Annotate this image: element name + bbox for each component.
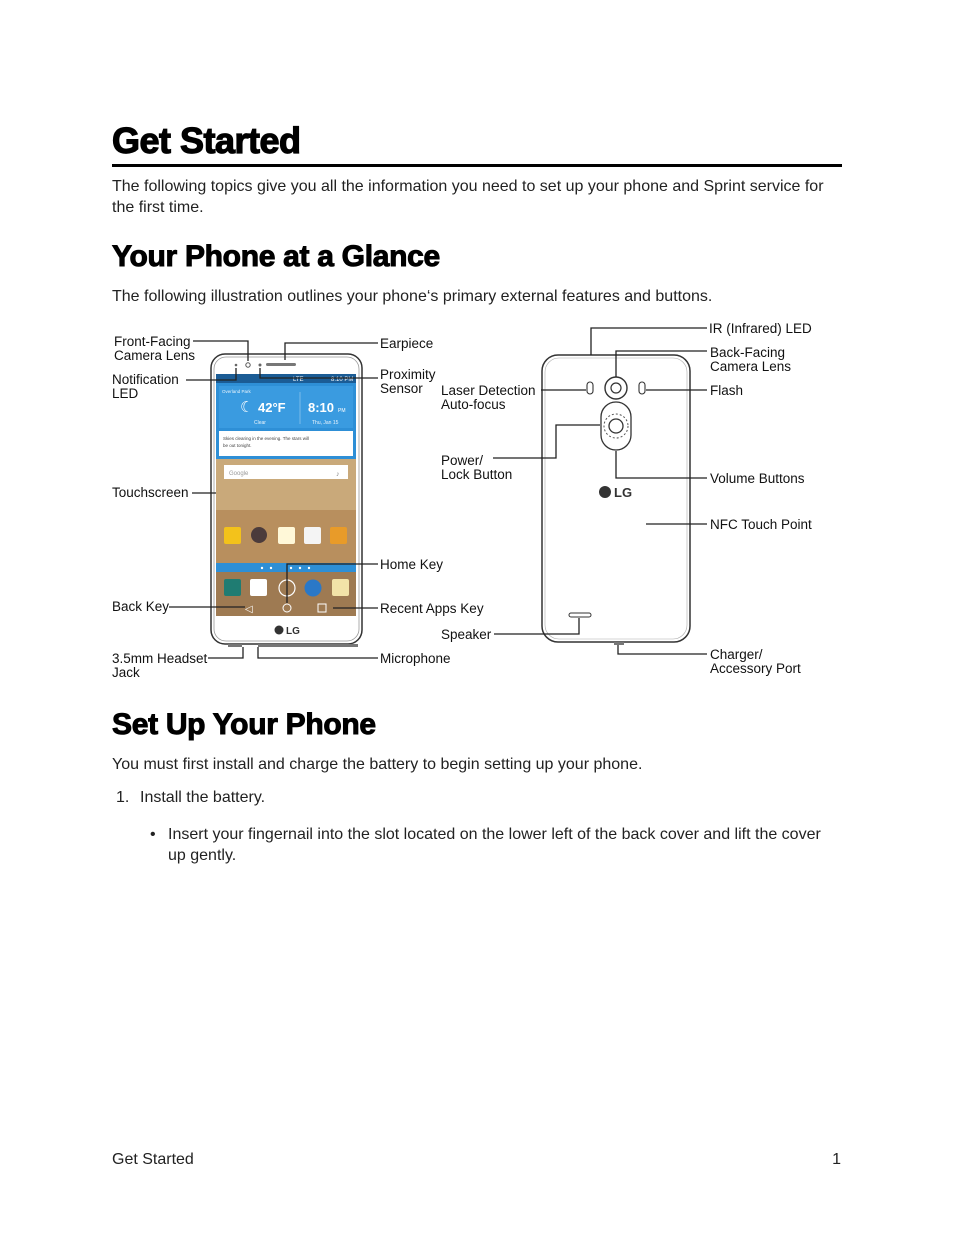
label-back-camera-2: Camera Lens <box>710 359 792 374</box>
back-phone <box>542 355 690 645</box>
section-heading-phone-at-a-glance: Your Phone at a Glance <box>112 240 440 273</box>
widget-date: Thu, Jan 15 <box>312 420 339 426</box>
app-icon-1 <box>224 527 241 544</box>
title-rule <box>112 164 842 167</box>
label-proximity-2: Sensor <box>380 381 423 396</box>
widget-condition: Clear <box>254 420 266 426</box>
back-camera-ring <box>605 377 627 399</box>
notification-led-dot <box>235 364 238 367</box>
bullet-dot-icon: • <box>150 826 156 843</box>
app-icon-2 <box>251 527 267 543</box>
back-key-icon: ◁ <box>245 604 253 615</box>
front-phone <box>211 354 362 647</box>
label-proximity-1: Proximity <box>380 367 436 382</box>
label-speaker: Speaker <box>441 627 492 642</box>
back-lg-logo-icon <box>599 486 611 498</box>
label-headset-2: Jack <box>112 665 140 680</box>
phone-diagram <box>0 320 954 720</box>
status-time: 8:10 PM <box>331 377 354 383</box>
intro-text: The following topics give you all the information you need to set up your phone and Sprint service for the first time. <box>112 178 824 216</box>
app-icon-5 <box>330 527 347 544</box>
label-charger-1: Charger/ <box>710 647 763 662</box>
label-notification-2: LED <box>112 386 139 401</box>
footer-section-name: Get Started <box>112 1151 194 1168</box>
label-laser-2: Auto-focus <box>441 397 506 412</box>
label-flash: Flash <box>710 383 744 398</box>
label-front-camera-1: Front-Facing <box>114 334 191 349</box>
section-text-phone-at-a-glance: The following illustration outlines your phone‘s primary external features and buttons. <box>112 288 713 305</box>
status-network: LTE <box>293 377 304 383</box>
label-laser-1: Laser Detection <box>441 383 536 398</box>
section-text-set-up-phone: You must first install and charge the battery to begin setting up your phone. <box>112 756 643 773</box>
phone-app-icon <box>224 579 241 596</box>
messaging-app-icon <box>332 579 349 596</box>
app-icon-3 <box>278 527 295 544</box>
page-title: Get Started <box>112 120 301 161</box>
label-back-key: Back Key <box>112 599 170 614</box>
label-power-1: Power/ <box>441 453 484 468</box>
front-brand: LG <box>286 626 300 637</box>
label-back-camera-1: Back-Facing <box>710 345 786 360</box>
label-power-2: Lock Button <box>441 467 513 482</box>
camera-app-icon <box>250 579 267 596</box>
back-brand: LG <box>614 485 633 500</box>
widget-temperature: 42°F <box>258 400 286 415</box>
bullet-1-text: Insert your fingernail into the slot located on the lower left of the back cover and lift the cover up gently. <box>168 826 821 864</box>
app-icon-4 <box>304 527 321 544</box>
power-lock-button <box>609 419 623 433</box>
label-recent-apps: Recent Apps Key <box>380 601 484 616</box>
search-bar-hint: Google <box>229 471 249 477</box>
footer-page-number: 1 <box>832 1151 841 1168</box>
widget-location: Overland Park <box>222 389 251 394</box>
label-front-camera-2: Camera Lens <box>114 348 196 363</box>
step-1 <box>116 789 265 807</box>
label-microphone: Microphone <box>380 651 451 666</box>
forecast-line-1: Skies clearing in the evening. The stars will <box>223 436 309 441</box>
label-touchscreen: Touchscreen <box>112 485 189 500</box>
lg-logo-icon <box>275 626 284 635</box>
widget-clock: 8:10 <box>308 400 335 415</box>
label-charger-2: Accessory Port <box>710 661 801 676</box>
moon-icon: ☾ <box>240 399 254 416</box>
label-volume: Volume Buttons <box>710 471 805 486</box>
proximity-sensor-dot <box>259 364 262 367</box>
label-headset-1: 3.5mm Headset <box>112 651 208 666</box>
earpiece-slot <box>266 363 296 366</box>
browser-app-icon <box>305 580 322 597</box>
label-notification-1: Notification <box>112 372 179 387</box>
step-1-text: Install the battery. <box>140 789 266 806</box>
microphone-icon: ♪ <box>336 471 340 478</box>
widget-clock-ampm: PM <box>338 408 346 414</box>
label-nfc: NFC Touch Point <box>710 517 812 532</box>
label-ir-led: IR (Infrared) LED <box>709 321 812 336</box>
section-heading-set-up-phone: Set Up Your Phone <box>112 708 376 741</box>
label-home-key: Home Key <box>380 557 444 572</box>
label-earpiece: Earpiece <box>380 336 434 351</box>
step-1-number: 1. <box>116 789 130 806</box>
forecast-line-2: be out tonight. <box>223 443 252 448</box>
